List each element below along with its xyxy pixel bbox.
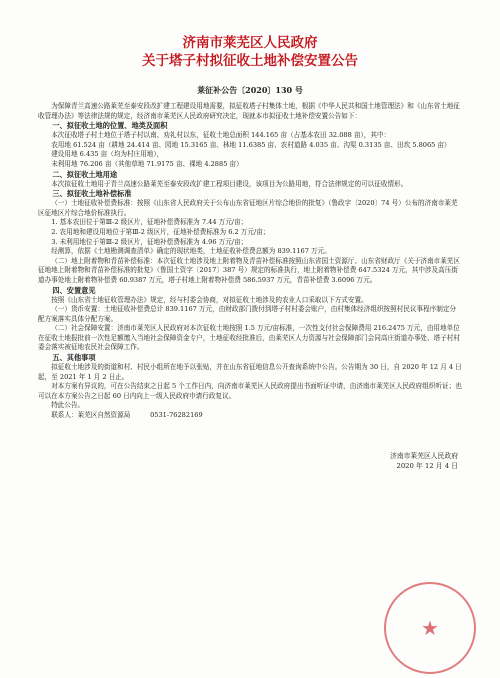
section-3-para-6: （二）地上附着物和青苗补偿标准：本次征收土地涉及地上附着物及青苗补偿标准按照山东省国土资源厅、山东省财政厅《关于济南市莱芜区征地地上附着物和青苗补偿标准的批复》（鲁国土资字〔2017〕387 号）规定的标准执行，地上附着物补偿费 647.5324 万元，其中涉及高压街道办事处地上附着物补偿费 60.9387 万元，塔子村地上附着物补偿费 586.5937 万元，青苗补偿费 3.6096 万元。 [38,256,460,284]
section-5-para-3: 特此公告。 [51,401,85,410]
section-3-heading: 三、拟征收土地补偿标准 [52,189,132,199]
section-3-para-4: 3. 未利用地位于第Ⅲ-2 级区片，征地补偿费标准为 4.96 万元/亩； [51,237,248,246]
document-number: 莱征补公告〔2020〕130 号 [197,85,303,95]
section-1-para-2: 农用地 61.524 亩（耕地 24.414 亩、园地 15.3165 亩、林地 11.6385 亩、农村道路 4.035 亩、沟渠 0.3135 亩、田坎 5.8065 亩） [51,140,451,149]
section-3-para-3: 2. 农用地和建设用地位于第Ⅲ-2 级区片，征地补偿费标准为 6.2 万元/亩； [51,227,270,236]
section-4-heading: 四、安置意见 [52,285,96,295]
section-2-para-1: 本次拟征收土地用于青兰高速公路莱芜至泰安段改扩建工程项目建设，该项目为公路用地，符合法律规定的可以征收情形。 [51,179,408,188]
official-seal-icon: ★ [384,582,476,674]
section-1-heading: 一、拟征收土地的位置、地类及面积 [52,121,168,131]
section-1-para-1: 本次征收塔子村土地位于塔子村以南、劝礼村以东，征收土地总面积 144.165 亩（占基本农田 32.088 亩），其中： [51,131,391,140]
title-line2: 关于塔子村拟征收土地补偿安置公告 [142,53,358,69]
section-3-para-5: 经测算，依据《土地勘测调查清单》确定的现状地类，土地征收补偿费总额为 839.1167 万元。 [51,247,331,256]
section-4-para-1: 按照《山东省土地征收管理办法》规定，经与村委会协商，对拟征收土地涉及的农业人口采取以下方式安置。 [51,295,368,304]
section-2-heading: 二、拟征收土地用途 [52,169,118,179]
section-5-heading: 五、其他事项 [52,353,96,363]
section-4-para-3: （二）社会保障安置：济南市莱芜区人民政府对本次征收土地按照 1.5 万元/亩标准，一次性支付社会保障费用 216.2475 万元，由用地单位在征收土地报批前一次性足额缴入当地社会保障资金专户，土地征收经批准后，由莱芜区人力资源与社会保障部门会同高庄街道办事处、塔子村村委会落实被征地农民社会保障工作。 [38,324,460,352]
section-1-para-3: 建设用地 6.435 亩（均为村庄用地）， [51,150,164,159]
issuing-authority: 济南市莱芜区人民政府 [390,451,458,460]
section-3-para-2: 1. 基本农田位于第Ⅲ-2 级区片，征地补偿费标准为 7.44 万元/亩； [51,218,248,227]
section-4-para-2: （一）货币安置：土地征收补偿费总计 839.1167 万元，由财政部门拨付到塔子村村委会账户，由村集体经济组织按照村民议事程序制定分配方案落实具体分配方案。 [38,305,457,323]
section-1-para-4: 未利用地 76.206 亩（其他草地 71.9175 亩、裸地 4.2885 亩） [51,159,243,168]
signature-block [38,451,462,471]
contact-line: 联系人：莱芜区自然资源局 0531-76282169 [51,411,203,420]
issue-date: 2020 年 12 月 4 日 [396,461,458,470]
section-5-para-1: 拟征收土地涉及的街道和村、村民小组所在地予以张贴，并在山东省征地信息公开查询系统中公告。公告期为 30 日，自 2020 年 12 月 4 日起，至 2021 年 1 月 2 日止。 [38,363,462,381]
section-3-para-1: （一）土地征收补偿费标准：按照《山东省人民政府关于公布山东省征地区片综合地价的批复》（鲁政字〔2020〕74 号）公布的济南市莱芜区征地区片综合地价标准执行。 [38,199,458,217]
intro-paragraph: 为保障青兰高速公路莱芜至泰安段改扩建工程建设用地需要，拟征收塔子村集体土地，根据《中华人民共和国土地管理法》和《山东省土地征收管理办法》等法律法规的规定，经济南市莱芜区人民政府研究决定，现就本市拟征收土地补偿安置公告如下： [38,102,460,120]
section-5-para-2: 对本方案有异议的，可在公告结束之日起 5 个工作日内，向济南市莱芜区人民政府提出书面听证申请，由济南市莱芜区人民政府组织听证；也可以在本方案公告之日起 60 日内向上一级人民政府申请行政复议。 [38,382,462,400]
title-line1: 济南市莱芜区人民政府 [182,35,318,51]
